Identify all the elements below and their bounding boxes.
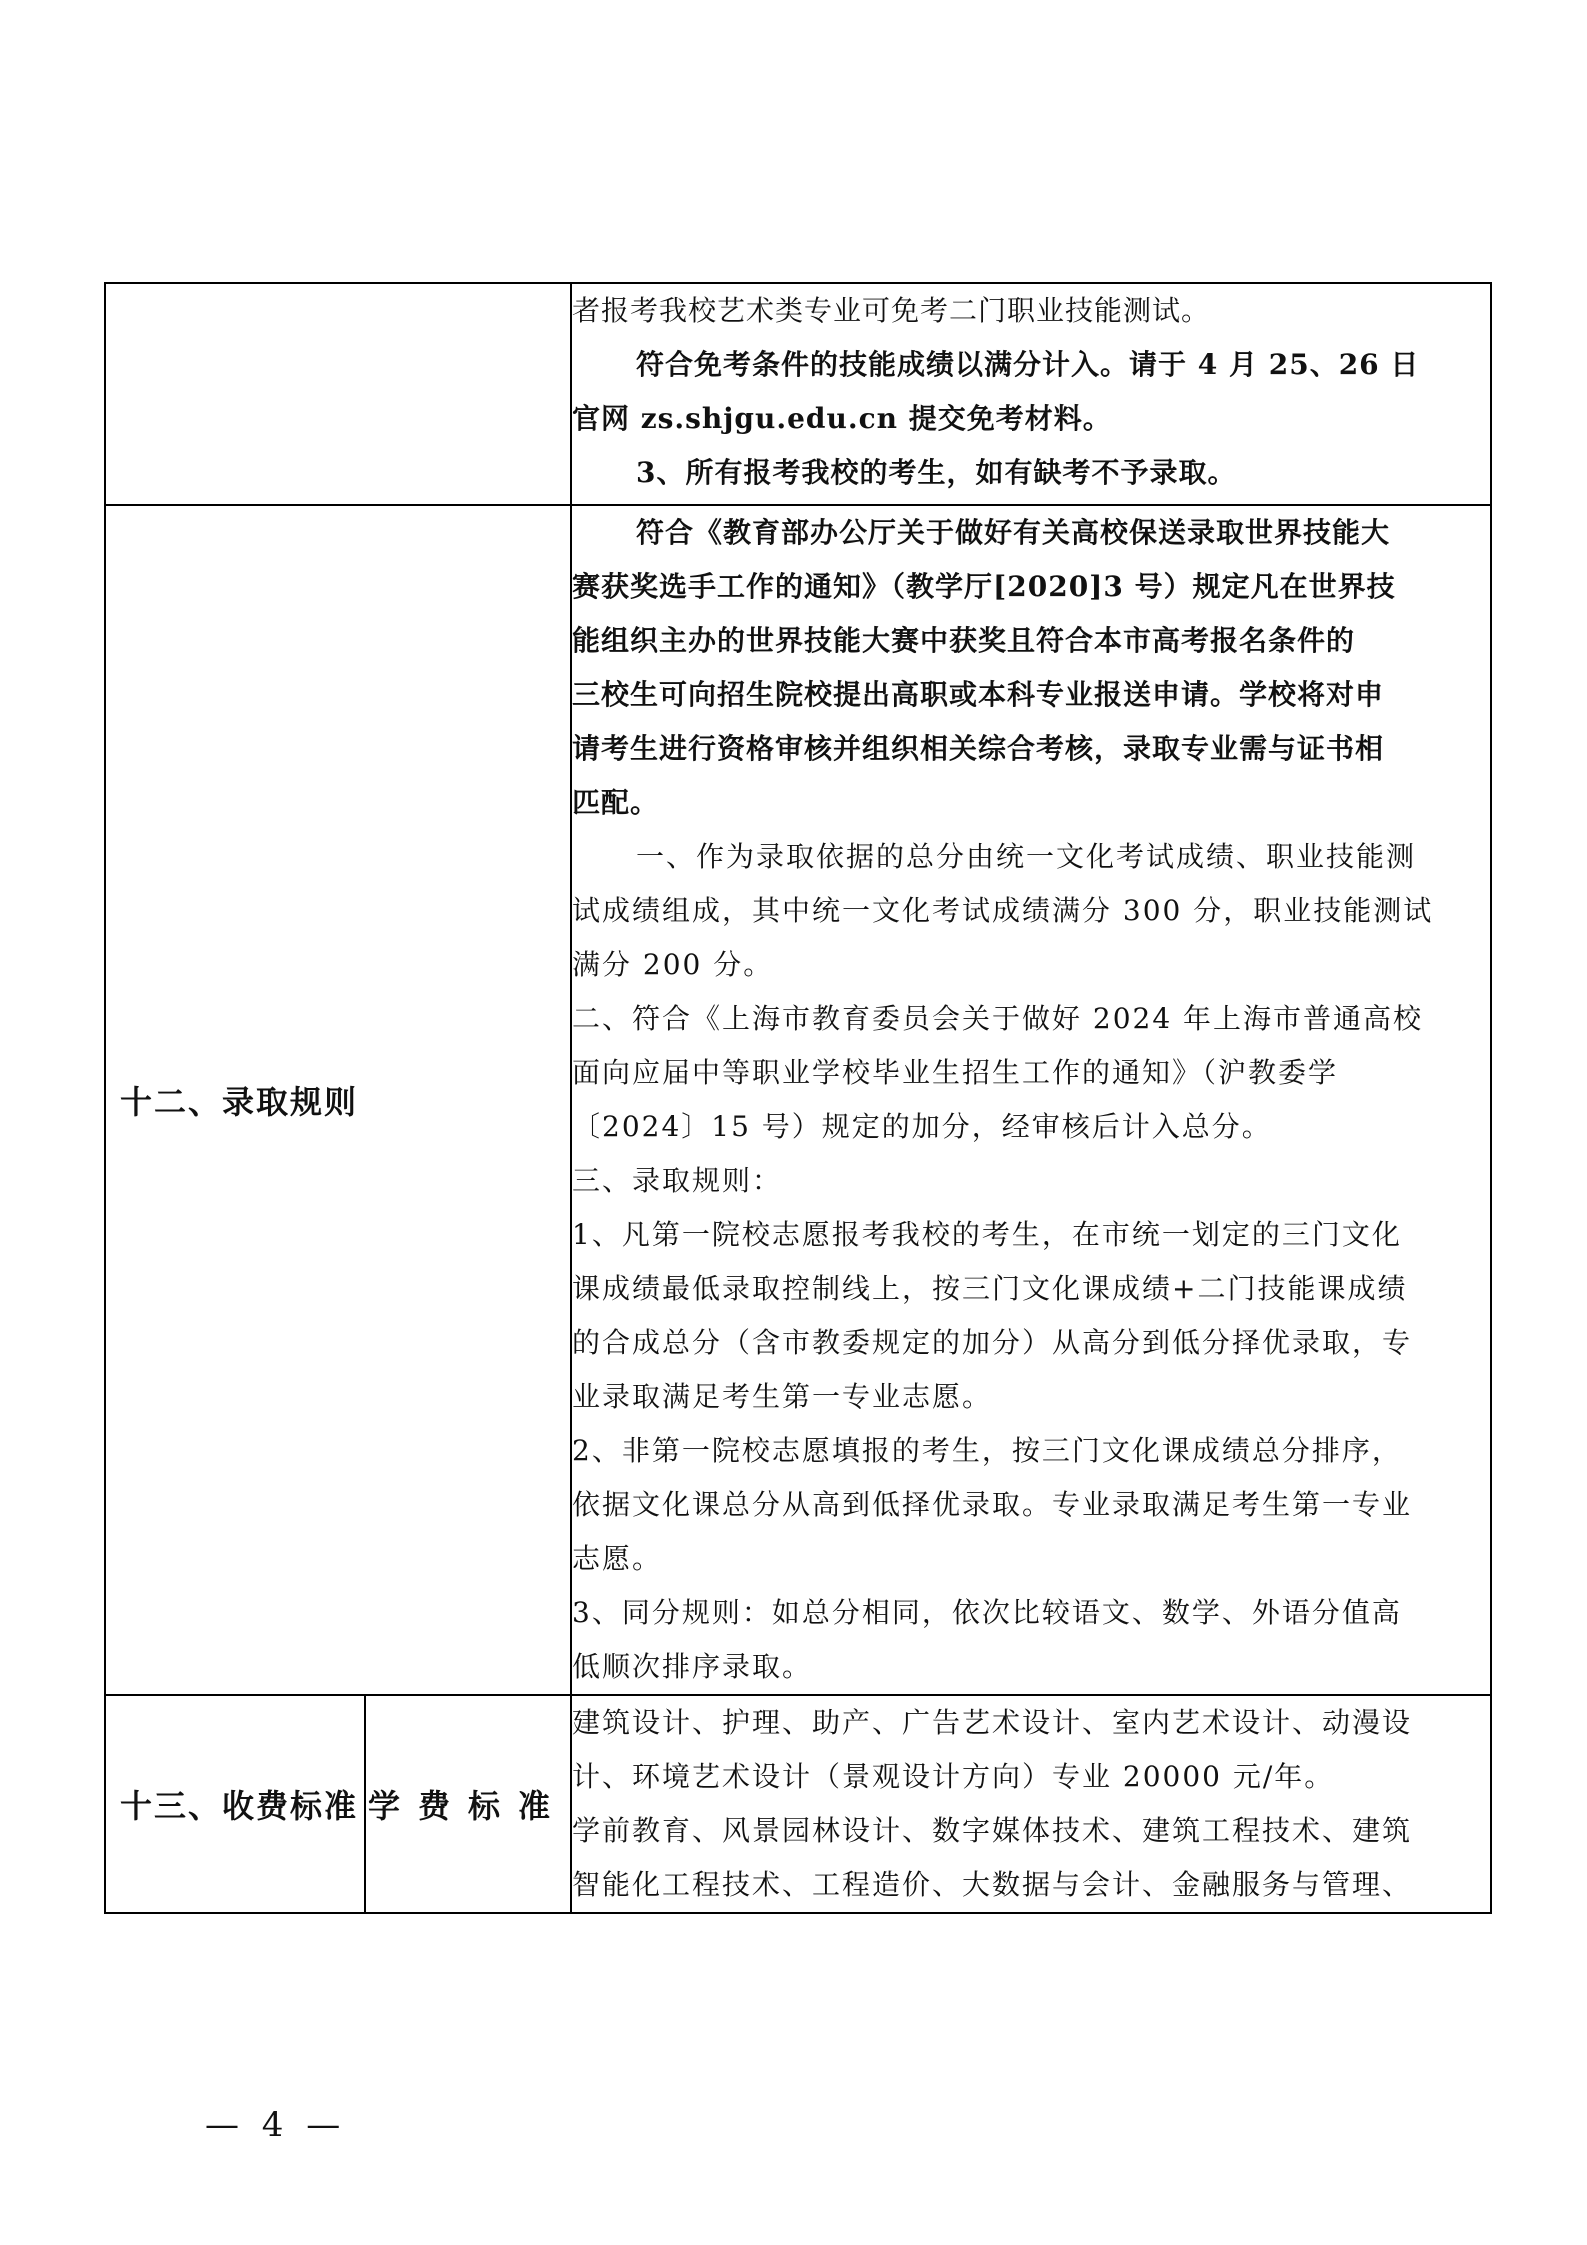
continuation-line: 官网 zs.shjgu.edu.cn 提交免考材料。 <box>572 402 1112 435</box>
rule-line: 依据文化课总分从高到低择优录取。专业录取满足考生第一专业 <box>572 1488 1413 1521</box>
continuation-line: 3、所有报考我校的考生，如有缺考不予录取。 <box>636 456 1237 489</box>
rule-line: 二、符合《上海市教育委员会关于做好 2024 年上海市普通高校 <box>572 1002 1424 1035</box>
rule-line: 赛获奖选手工作的通知》（教学厅[2020]3 号）规定凡在世界技 <box>572 570 1396 603</box>
rule-line: 1、凡第一院校志愿报考我校的考生，在市统一划定的三门文化 <box>572 1218 1402 1251</box>
section-12-label: 十二、录取规则 <box>105 505 571 1695</box>
section-12-row <box>105 505 1491 1695</box>
fee-line: 智能化工程技术、工程造价、大数据与会计、金融服务与管理、 <box>572 1868 1413 1901</box>
section-13-content <box>571 1695 1491 1913</box>
rule-line: 的合成总分（含市教委规定的加分）从高分到低分择优录取，专 <box>572 1326 1413 1359</box>
rule-line: 志愿。 <box>572 1542 663 1575</box>
rule-line: 面向应届中等职业学校毕业生招生工作的通知》（沪教委学 <box>572 1056 1339 1089</box>
rule-line: 3、同分规则：如总分相同，依次比较语文、数学、外语分值高 <box>572 1596 1402 1629</box>
rule-line: 三、录取规则： <box>572 1164 783 1197</box>
section-13-row <box>105 1695 1491 1913</box>
empty-label-cell <box>105 283 571 505</box>
fee-line: 计、环境艺术设计（景观设计方向）专业 20000 元/年。 <box>572 1760 1335 1793</box>
section-12-content <box>571 505 1491 1695</box>
rule-line: 满分 200 分。 <box>572 948 774 981</box>
continuation-row <box>105 283 1491 505</box>
continuation-line: 者报考我校艺术类专业可免考二门职业技能测试。 <box>572 294 1211 327</box>
continuation-line: 符合免考条件的技能成绩以满分计入。请于 4 月 25、26 日 <box>636 348 1420 381</box>
admissions-table <box>104 282 1492 1914</box>
section-13-label: 十三、收费标准 <box>105 1695 365 1913</box>
fee-line: 学前教育、风景园林设计、数字媒体技术、建筑工程技术、建筑 <box>572 1814 1413 1847</box>
continuation-content <box>571 283 1491 505</box>
rule-line: 匹配。 <box>572 786 660 819</box>
fee-line: 建筑设计、护理、助产、广告艺术设计、室内艺术设计、动漫设 <box>572 1706 1413 1739</box>
rule-line: 试成绩组成，其中统一文化考试成绩满分 300 分，职业技能测试 <box>572 894 1434 927</box>
tuition-sublabel: 学费标准 <box>365 1695 571 1913</box>
page-number: — 4 — <box>205 2105 347 2145</box>
rule-line: 〔2024〕15 号）规定的加分，经审核后计入总分。 <box>572 1110 1272 1143</box>
rule-line: 三校生可向招生院校提出高职或本科专业报送申请。学校将对申 <box>572 678 1385 711</box>
rule-line: 一、作为录取依据的总分由统一文化考试成绩、职业技能测 <box>636 840 1417 873</box>
rule-line: 业录取满足考生第一专业志愿。 <box>572 1380 993 1413</box>
rule-line: 请考生进行资格审核并组织相关综合考核，录取专业需与证书相 <box>572 732 1385 765</box>
rule-line: 能组织主办的世界技能大赛中获奖且符合本市高考报名条件的 <box>572 624 1356 657</box>
rule-line: 低顺次排序录取。 <box>572 1650 813 1683</box>
rule-line: 2、非第一院校志愿填报的考生，按三门文化课成绩总分排序， <box>572 1434 1402 1467</box>
rule-line: 课成绩最低录取控制线上，按三门文化课成绩+二门技能课成绩 <box>572 1272 1408 1305</box>
rule-line: 符合《教育部办公厅关于做好有关高校保送录取世界技能大 <box>636 516 1391 549</box>
